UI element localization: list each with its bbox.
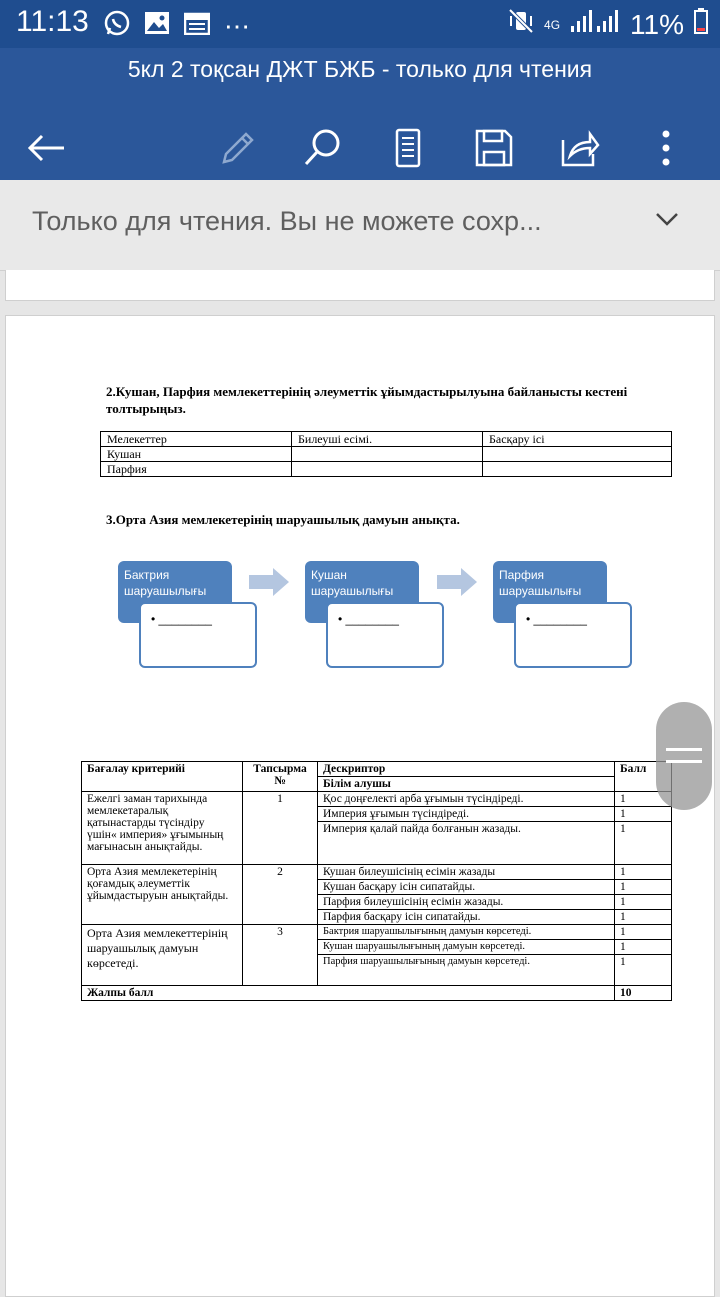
table-header: Тапсырма № [243,762,318,792]
box-bactria-body [139,602,257,668]
overflow-menu-icon [660,128,672,168]
descriptor-cell: Кушан билеушісінің есімін жазады [318,865,615,880]
score-cell: 1 [615,865,672,880]
share-button[interactable] [550,118,610,178]
calendar-icon [184,11,210,40]
mobile-view-button[interactable] [378,118,438,178]
mobile-view-icon [393,128,423,168]
table-cell: Парфия [101,462,292,477]
save-icon [474,128,514,168]
score-cell: 1 [615,792,672,807]
whatsapp-icon [104,10,130,41]
box-kushan-body [326,602,444,668]
search-icon [302,128,342,168]
criteria-cell: Орта Азия мемлекетерінің қоғамдық әлеуметтік ұйымдастыруын анықтайды. [82,865,243,925]
gallery-icon [144,11,170,40]
table-row [101,432,672,447]
scroll-handle[interactable] [656,702,712,810]
chevron-down-icon[interactable] [654,210,680,233]
more-notifications-icon: ⋯ [224,10,250,41]
box-parthia-header: Парфия шаруашылығы [493,561,607,623]
score-cell: 1 [615,807,672,822]
back-arrow-icon [26,133,66,163]
read-only-message: Только для чтения. Вы не можете сохр... [32,206,542,236]
table-cell [292,462,483,477]
score-cell: 1 [615,895,672,910]
table-row [82,762,672,777]
task-cell: 2 [243,865,318,925]
score-cell: 1 [615,880,672,895]
edit-button[interactable] [206,118,266,178]
search-button[interactable] [292,118,352,178]
task-cell: 3 [243,925,318,986]
more-options-button[interactable] [636,118,696,178]
descriptor-cell: Парфия билеушісінің есімін жазады. [318,895,615,910]
box-bullet: • ________ [338,612,399,626]
score-cell: 1 [615,910,672,925]
share-icon [560,128,600,168]
flow-arrow-icon [249,568,289,596]
table-header: Балл [615,762,672,792]
table-cell [483,447,672,462]
table-row [101,447,672,462]
question-2-title: 2.Кушан, Парфия мемлекеттерінің әлеуметтік ұйымдастырылуына байланысты кестені толтырыңыз. [106,384,628,416]
table-header: Дескриптор [318,762,615,777]
task-cell: 1 [243,792,318,865]
table-row [82,865,672,880]
criteria-cell: Орта Азия мемлекеттерінің шаруашылық дамуын көрсетеді. [82,925,243,986]
network-type: 4G [544,17,561,32]
table-header: Басқару ісі [483,432,672,447]
table-cell [483,462,672,477]
previous-page [5,270,715,301]
table-subheader: Білім алушы [318,777,615,792]
box-parthia-body [514,602,632,668]
table-header: Мелекеттер [101,432,292,447]
table-cell [292,447,483,462]
box-kushan-header: Кушан шаруашылығы [305,561,419,623]
back-button[interactable] [16,118,76,178]
document-page [5,315,715,1297]
score-cell: 1 [615,925,672,940]
document-title: 5кл 2 тоқсан ДЖТ БЖБ - только для чтения [127,56,593,82]
total-value: 10 [615,986,672,1001]
app-bar [0,48,720,180]
signal-icon [570,8,620,41]
score-cell: 1 [615,955,672,986]
table-row [82,925,672,940]
descriptor-cell: Қос доңғелекті арба ұғымын түсіндіреді. [318,792,615,807]
score-cell: 1 [615,822,672,865]
criteria-cell: Ежелгі заман тарихында мемлекетаралық қатынастарды түсіндіру үшін« империя» ұғымының мағынасын анықтайды. [82,792,243,865]
box-bactria-header: Бактрия шаруашылығы [118,561,232,623]
descriptor-cell: Империя қалай пайда болғанын жазады. [318,822,615,865]
descriptor-cell: Парфия шаруашылығының дамуын көрсетеді. [318,955,615,986]
table-row [82,792,672,807]
box-bullet: • ________ [151,612,212,626]
descriptor-cell: Кушан шаруашылығының дамуын көрсетеді. [318,940,615,955]
pencil-icon [216,128,256,168]
table-row [82,986,672,1001]
vibrate-icon [508,8,534,41]
read-only-banner[interactable] [0,180,720,271]
table-header: Бағалау критерийі [82,762,243,792]
status-bar [0,0,720,48]
descriptor-cell: Кушан басқару ісін сипатайды. [318,880,615,895]
table-row [101,462,672,477]
box-bullet: • ________ [526,612,587,626]
battery-percent: 11% [630,8,684,40]
total-label: Жалпы балл [82,986,615,1001]
rulers-table [100,431,672,477]
table-header: Билеуші есімі. [292,432,483,447]
status-time: 11:13 [16,5,89,38]
flow-arrow-icon [437,568,477,596]
descriptor-cell: Бактрия шаруашылығының дамуын көрсетеді. [318,925,615,940]
assessment-table [81,761,672,1001]
score-cell: 1 [615,940,672,955]
table-cell: Кушан [101,447,292,462]
question-3-title: 3.Орта Азия мемлекетерінің шаруашылық дамуын анықта. [106,512,460,527]
battery-icon [694,8,708,41]
save-button[interactable] [464,118,524,178]
descriptor-cell: Империя ұғымын түсіндіреді. [318,807,615,822]
descriptor-cell: Парфия басқару ісін сипатайды. [318,910,615,925]
